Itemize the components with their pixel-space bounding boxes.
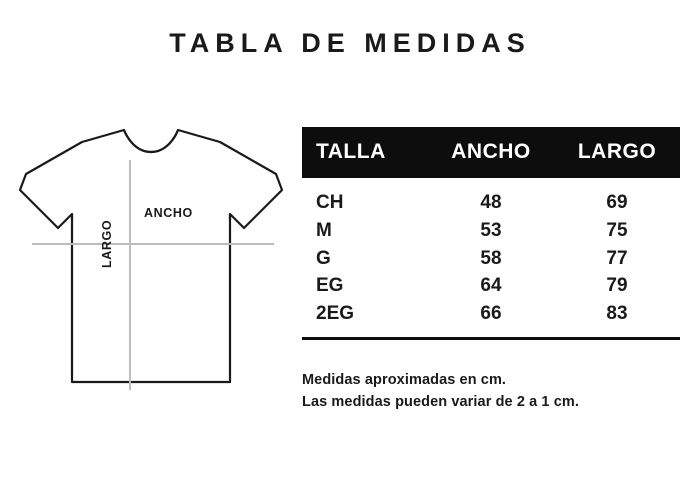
cell-ancho: 48 bbox=[480, 192, 502, 213]
table-header-row bbox=[302, 127, 680, 178]
column-header-ancho: ANCHO bbox=[428, 127, 554, 178]
cell-largo: 69 bbox=[606, 192, 628, 213]
table-row bbox=[302, 272, 680, 300]
column-header-talla: TALLA bbox=[302, 127, 428, 178]
cell-talla: 2EG bbox=[316, 303, 355, 325]
cell-ancho: 58 bbox=[480, 247, 502, 269]
table-header bbox=[302, 127, 680, 178]
tshirt-outline-icon bbox=[12, 118, 292, 398]
column-header-largo: LARGO bbox=[554, 127, 680, 178]
table-bottom-rule bbox=[302, 337, 680, 340]
cell-talla: G bbox=[316, 247, 331, 269]
measurements-table bbox=[302, 127, 680, 335]
cell-talla: EG bbox=[316, 275, 344, 297]
cell-largo: 83 bbox=[606, 303, 628, 325]
cell-talla: M bbox=[316, 219, 332, 241]
notes-block bbox=[302, 370, 692, 414]
cell-largo: 77 bbox=[606, 247, 628, 269]
tshirt-diagram bbox=[12, 118, 292, 398]
table-row bbox=[302, 178, 680, 217]
cell-largo: 79 bbox=[606, 275, 628, 297]
note-line: Las medidas pueden variar de 2 a 1 cm. bbox=[302, 393, 580, 410]
measurements-table-wrapper bbox=[302, 127, 680, 340]
diagram-label-length: LARGO bbox=[100, 219, 114, 268]
table-row bbox=[302, 245, 680, 273]
table-row bbox=[302, 217, 680, 245]
table-body bbox=[302, 178, 680, 335]
cell-largo: 75 bbox=[606, 219, 628, 241]
note-line: Medidas aproximadas en cm. bbox=[302, 372, 507, 388]
page-title: TABLA DE MEDIDAS bbox=[169, 28, 531, 58]
diagram-label-width: ANCHO bbox=[144, 206, 193, 220]
cell-ancho: 64 bbox=[480, 275, 502, 297]
cell-ancho: 66 bbox=[480, 303, 502, 325]
cell-ancho: 53 bbox=[480, 219, 502, 241]
cell-talla: CH bbox=[316, 192, 344, 213]
table-row bbox=[302, 300, 680, 335]
